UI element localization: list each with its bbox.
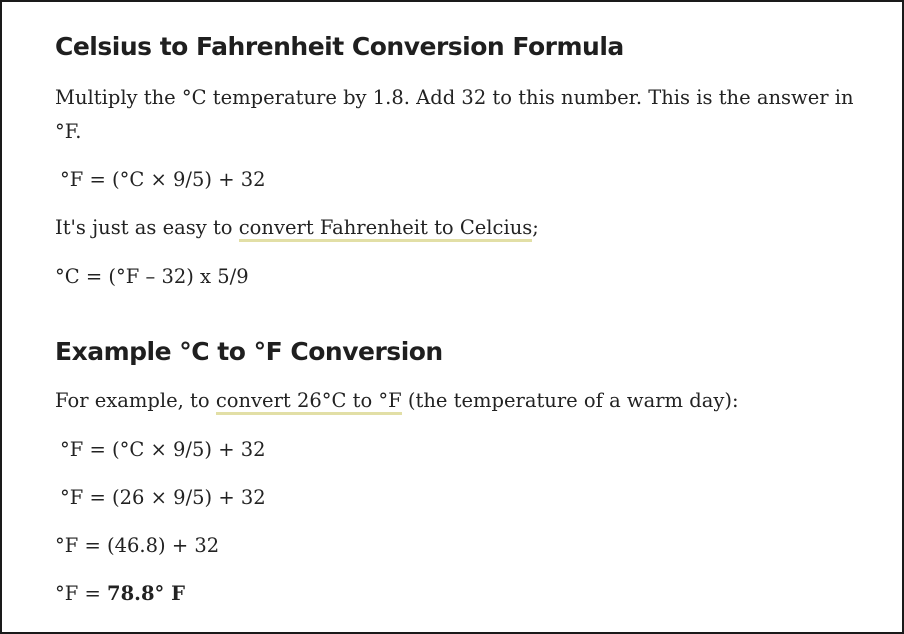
example-step-1: °F = (°C × 9/5) + 32 [60,438,266,461]
result-value: 78.8° F [107,582,185,605]
convert-26c-to-f-link[interactable]: convert 26°C to °F [216,389,402,415]
section-heading-celsius-to-fahrenheit: Celsius to Fahrenheit Conversion Formula [55,32,624,61]
example-result [55,577,185,611]
reverse-prefix: It's just as easy to [55,216,239,239]
reverse-conversion-paragraph [55,211,539,245]
example-step-3: °F = (46.8) + 32 [55,534,220,557]
formula-c-to-f: °F = (°C × 9/5) + 32 [60,168,266,191]
formula-f-to-c: °C = (°F – 32) x 5/9 [55,265,249,288]
example-step-2: °F = (26 × 9/5) + 32 [60,486,266,509]
reverse-suffix: ; [532,216,539,239]
result-prefix: °F = [55,582,108,605]
intro-paragraph: Multiply the °C temperature by 1.8. Add 32 to this number. This is the answer in °F. [55,86,854,143]
example-suffix: (the temperature of a warm day): [401,389,739,412]
convert-f-to-c-link[interactable]: convert Fahrenheit to Celcius [239,216,533,242]
example-prefix: For example, to [55,389,216,412]
section-heading-example: Example °C to °F Conversion [55,337,443,366]
example-intro-paragraph [55,384,739,418]
